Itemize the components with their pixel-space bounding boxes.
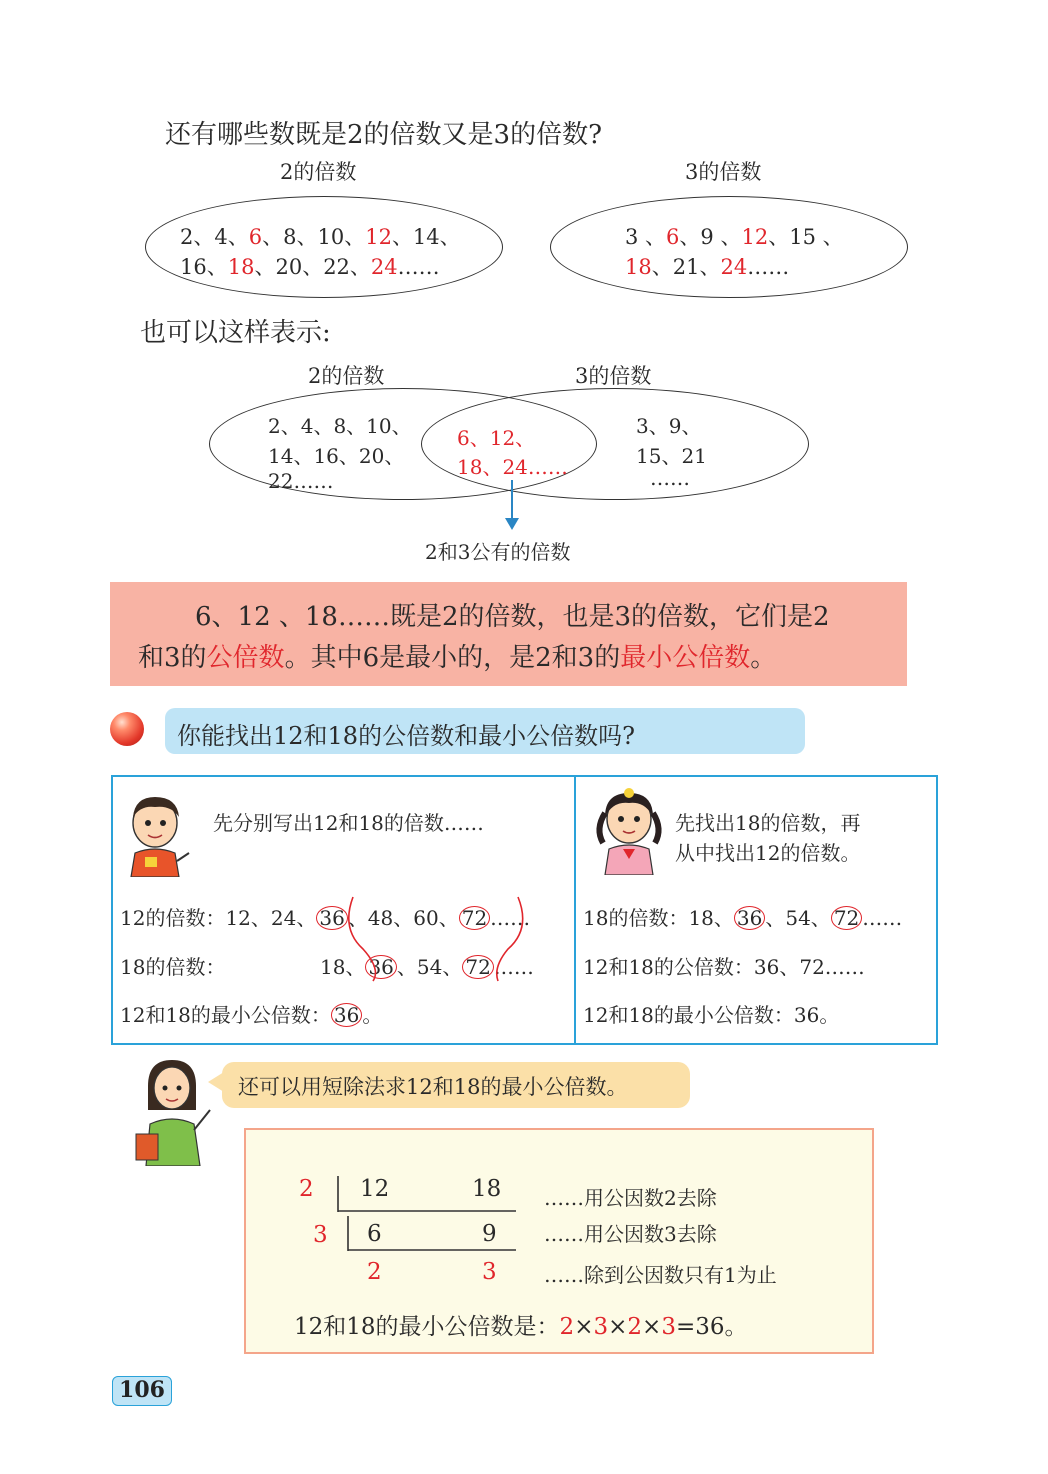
- venn-right-only-3: ……: [650, 466, 690, 490]
- multiples-of-3-line1: 3 、6、9 、12、15 、: [625, 225, 844, 249]
- final-2: 2: [367, 1259, 382, 1285]
- lcm-result: 12和18的最小公倍数是：2×3×2×3=36。: [294, 1314, 748, 1340]
- methods-table: [111, 775, 938, 1045]
- boy-speech: 先分别写出12和18的倍数……: [213, 811, 484, 835]
- note-3: ……除到公因数只有1为止: [544, 1263, 777, 1287]
- term-lcm: 最小公倍数: [620, 643, 751, 673]
- venn-right-only-1: 3、9、: [636, 414, 702, 438]
- venn-left-only-1: 2、4、8、10、: [268, 414, 412, 438]
- multiples-of-2-line1: 2、4、6、8、10、12、14、: [180, 225, 461, 249]
- girl-speech-2: 从中找出12的倍数。: [675, 841, 861, 865]
- venn-left-only-2: 14、16、20、: [268, 444, 405, 468]
- divisor-1: 2: [299, 1176, 314, 1202]
- down-arrow-icon: [500, 478, 526, 534]
- note-2: ……用公因数3去除: [544, 1222, 717, 1246]
- right-row1: 18的倍数：18、 36 、54、 72 ……: [583, 906, 903, 930]
- table-divider: [574, 777, 576, 1043]
- intro-question: 还有哪些数既是2的倍数又是3的倍数?: [165, 120, 603, 150]
- tip-bubble: [222, 1062, 690, 1108]
- question-text: 你能找出12和18的公倍数和最小公倍数吗?: [177, 722, 635, 750]
- girl-speech-1: 先找出18的倍数，再: [675, 811, 861, 835]
- venn-right-only-2: 15、21: [636, 444, 707, 468]
- final-3: 3: [482, 1259, 497, 1285]
- common-multiples-label: 2和3公有的倍数: [425, 540, 571, 564]
- dividend-12: 12: [360, 1176, 390, 1202]
- multiples-of-3-line2: 18、21、24……: [625, 255, 790, 279]
- quotient-9: 9: [482, 1221, 497, 1247]
- short-division-box: [244, 1128, 874, 1354]
- left-row2: 18、 36 、54、 72 ……: [320, 955, 534, 979]
- division-brackets: [330, 1174, 520, 1254]
- multiples-of-2-line2: 16、18、20、22、24……: [180, 255, 440, 279]
- page-number: 106: [112, 1376, 172, 1406]
- question-banner: [165, 708, 805, 754]
- venn-left-only-3: 22……: [268, 469, 334, 493]
- right-row2: 12和18的公倍数：36、72……: [583, 955, 865, 979]
- concept-line2: 和3的公倍数。其中6是最小的，是2和3的最小公倍数。: [138, 643, 777, 673]
- venn-common-1: 6、12、: [457, 426, 536, 450]
- teacher-avatar: [130, 1054, 216, 1166]
- venn-left-title: 2的倍数: [308, 364, 385, 388]
- dividend-18: 18: [472, 1176, 502, 1202]
- tip-text: 还可以用短除法求12和18的最小公倍数。: [238, 1075, 628, 1099]
- left-row2-label: 18的倍数：: [120, 955, 226, 979]
- right-row3: 12和18的最小公倍数：36。: [583, 1003, 840, 1027]
- venn-common-2: 18、24……: [457, 455, 568, 479]
- venn-right-title: 3的倍数: [575, 364, 652, 388]
- left-row1: 12的倍数：12、24、 36 、48、60、 72 ……: [120, 906, 531, 930]
- quotient-6: 6: [367, 1221, 382, 1247]
- venn-lead: 也可以这样表示:: [140, 318, 331, 348]
- left-row3: 12和18的最小公倍数： 36 。: [120, 1003, 383, 1027]
- divisor-2: 3: [313, 1222, 328, 1248]
- note-1: ……用公因数2去除: [544, 1186, 717, 1210]
- right-set-title: 3的倍数: [685, 160, 762, 184]
- girl-avatar: [589, 783, 669, 875]
- concept-box: [110, 582, 907, 686]
- boy-avatar: [121, 791, 193, 877]
- left-set-title: 2的倍数: [280, 160, 357, 184]
- match-links: [333, 889, 533, 989]
- term-common-multiple: 公倍数: [206, 643, 285, 673]
- concept-line1: 6、12 、18……既是2的倍数，也是3的倍数，它们是2: [195, 602, 830, 632]
- red-ball-icon: [110, 712, 144, 746]
